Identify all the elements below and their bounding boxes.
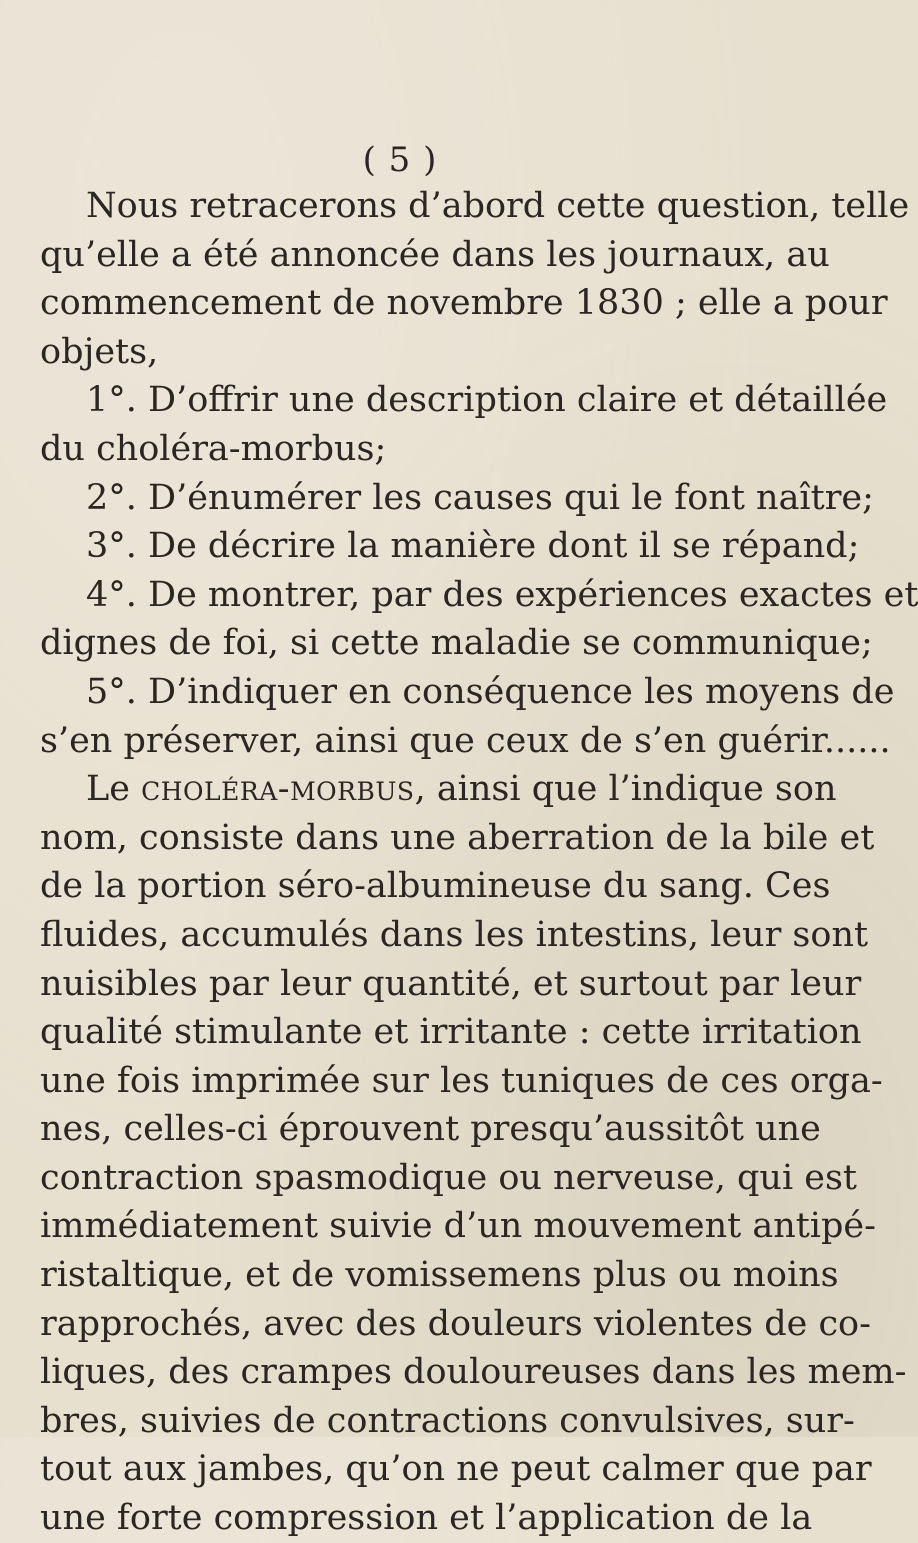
text-line: Nous retracerons d’abord cette question, telle: [86, 186, 910, 226]
text-line: 5°. D’indiquer en conséquence les moyens de: [86, 671, 895, 712]
text-line: 1°. D’offrir une description claire et détaillée: [86, 380, 888, 421]
text-line: s’en préserver, ainsi que ceux de s’en guérir......: [40, 720, 891, 761]
text-line: commencement de novembre 1830 ; elle a pour: [40, 283, 888, 324]
text-line: 4°. De montrer, par des expériences exactes et: [86, 574, 918, 615]
page-number: ( 5 ): [362, 140, 438, 180]
text-line: 2°. D’énumérer les causes qui le font naître;: [86, 477, 874, 518]
text-line: qu’elle a été annoncée dans les journaux, au: [40, 234, 830, 275]
text-line: ristaltique, et de vomissemens plus ou moins: [40, 1255, 839, 1296]
text-line: nes, celles-ci éprouvent presqu’aussitôt une: [40, 1109, 821, 1150]
text-line: Le choléra-morbus, ainsi que l’indique son: [86, 769, 837, 810]
text-line: bres, suivies de contractions convulsives, sur-: [40, 1400, 855, 1441]
small-caps-term: choléra-morbus: [141, 769, 415, 810]
text-line: liques, des crampes douloureuses dans les mem-: [40, 1352, 907, 1393]
text-line: une fois imprimée sur les tuniques de ces orga-: [40, 1060, 883, 1101]
text-line: fluides, accumulés dans les intestins, leur sont: [40, 914, 869, 955]
text-line: du choléra-morbus;: [40, 428, 387, 469]
text-line: nuisibles par leur quantité, et surtout par leur: [40, 963, 862, 1004]
body-text: [40, 182, 918, 1543]
text-line: tout aux jambes, qu’on ne peut calmer que par: [40, 1449, 872, 1490]
text-line: dignes de foi, si cette maladie se communique;: [40, 623, 873, 664]
text-line: rapprochés, avec des douleurs violentes de co-: [40, 1303, 871, 1344]
text-line: contraction spasmodique ou nerveuse, qui est: [40, 1157, 857, 1198]
text-line: nom, consiste dans une aberration de la bile et: [40, 817, 875, 858]
text-line: une forte compression et l’application de la: [40, 1498, 813, 1539]
text-line: immédiatement suivie d’un mouvement antipé-: [40, 1206, 876, 1247]
text-line: 3°. De décrire la manière dont il se répand;: [86, 526, 860, 567]
text-line: de la portion séro-albumineuse du sang. Ces: [40, 866, 831, 907]
text-line: objets,: [40, 331, 159, 372]
text-line: qualité stimulante et irritante : cette irritation: [40, 1012, 862, 1053]
